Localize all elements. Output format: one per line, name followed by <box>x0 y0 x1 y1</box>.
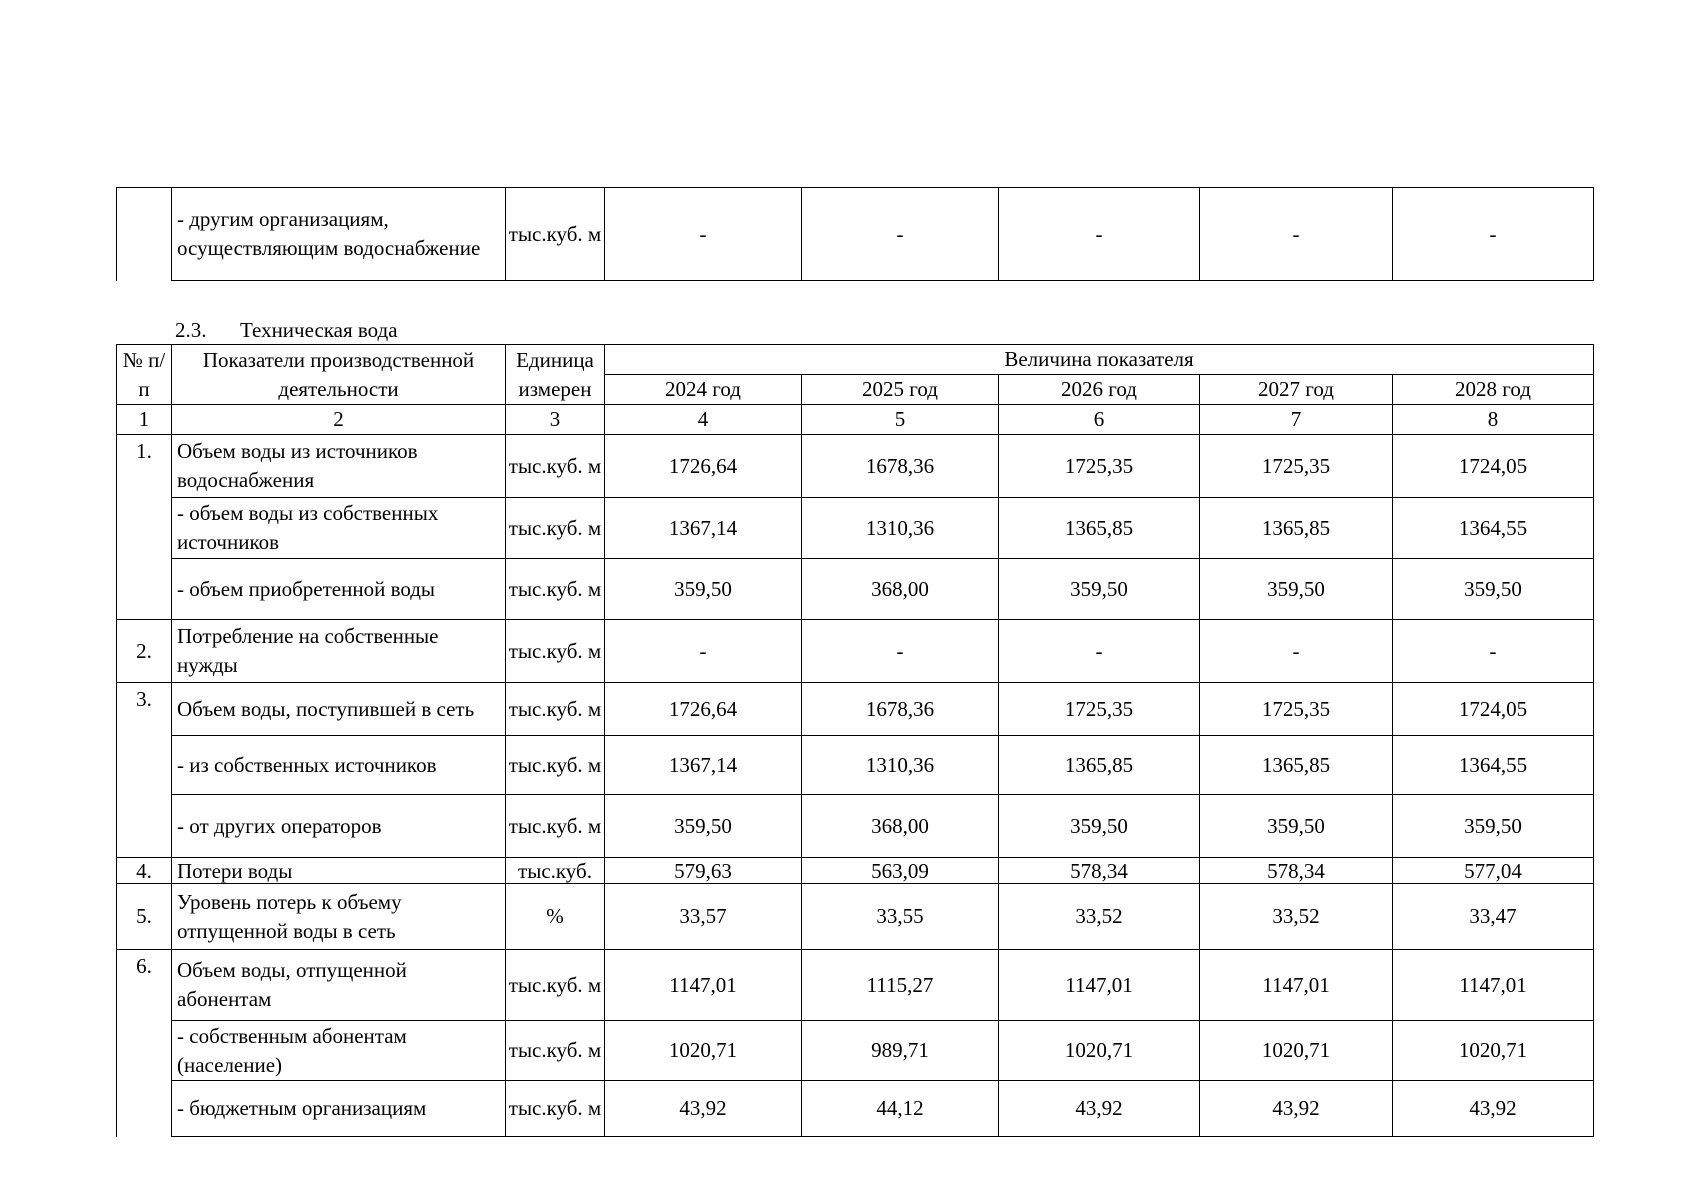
value-cell: 1726,64 <box>605 683 802 736</box>
value-cell: - <box>605 620 802 683</box>
section-title: Техническая вода <box>240 318 398 342</box>
value-cell: 1364,55 <box>1393 498 1594 559</box>
table-row <box>117 1081 1594 1137</box>
value-cell: 1147,01 <box>1393 950 1594 1021</box>
value-cell: 578,34 <box>1200 858 1393 884</box>
row-number: 1. <box>117 435 172 620</box>
value-cell: - <box>605 188 802 281</box>
value-cell: 1147,01 <box>605 950 802 1021</box>
value-cell: 1020,71 <box>605 1021 802 1081</box>
unit-cell: тыс.куб. м <box>506 795 605 858</box>
unit-cell: тыс.куб. м <box>506 736 605 795</box>
table-row <box>117 884 1594 950</box>
value-cell: 359,50 <box>999 795 1200 858</box>
value-cell: - <box>802 188 999 281</box>
value-cell: 44,12 <box>802 1081 999 1137</box>
row-number <box>117 188 172 281</box>
section-number: 2.3. <box>175 318 207 342</box>
row-number: 5. <box>117 884 172 950</box>
value-cell: 359,50 <box>1200 795 1393 858</box>
header-num: № п/п <box>117 345 172 405</box>
table-row <box>117 683 1594 736</box>
continuation-table <box>116 187 1594 281</box>
header-row <box>117 345 1594 375</box>
value-cell: 1115,27 <box>802 950 999 1021</box>
table-row <box>117 736 1594 795</box>
year-header: 2024 год <box>605 375 802 405</box>
value-cell: 1365,85 <box>999 498 1200 559</box>
indicator-name: - другим организациям, осуществляющим водоснабжение <box>172 188 506 281</box>
value-cell: 359,50 <box>1393 559 1594 620</box>
value-cell: 43,92 <box>605 1081 802 1137</box>
value-cell: - <box>802 620 999 683</box>
value-cell: 1678,36 <box>802 683 999 736</box>
indicator-name: - из собственных источников <box>172 736 506 795</box>
section-heading <box>175 316 398 344</box>
value-cell: 1365,85 <box>1200 498 1393 559</box>
value-cell: - <box>1393 620 1594 683</box>
unit-cell: тыс.куб. м <box>506 435 605 498</box>
index-cell: 8 <box>1393 405 1594 435</box>
row-number: 3. <box>117 683 172 858</box>
value-cell: 1020,71 <box>999 1021 1200 1081</box>
indicator-name: Объем воды, поступившей в сеть <box>172 683 506 736</box>
value-cell: 1725,35 <box>1200 435 1393 498</box>
index-cell: 1 <box>117 405 172 435</box>
unit-cell: тыс.куб. м <box>506 683 605 736</box>
value-cell: 33,52 <box>1200 884 1393 950</box>
indicator-name: Уровень потерь к объему отпущенной воды в сеть <box>172 884 506 950</box>
header-value: Величина показателя <box>605 345 1594 375</box>
value-cell: 43,92 <box>999 1081 1200 1137</box>
value-cell: 1365,85 <box>999 736 1200 795</box>
value-cell: 368,00 <box>802 559 999 620</box>
indicator-name: - объем приобретенной воды <box>172 559 506 620</box>
index-cell: 3 <box>506 405 605 435</box>
table-row <box>117 1021 1594 1081</box>
value-cell: 359,50 <box>605 795 802 858</box>
value-cell: 1725,35 <box>999 435 1200 498</box>
value-cell: 359,50 <box>1393 795 1594 858</box>
value-cell: 359,50 <box>1200 559 1393 620</box>
year-header: 2026 год <box>999 375 1200 405</box>
index-cell: 5 <box>802 405 999 435</box>
indicator-name: Объем воды, отпущенной абонентам <box>172 950 506 1021</box>
value-cell: - <box>999 620 1200 683</box>
value-cell: 1364,55 <box>1393 736 1594 795</box>
index-cell: 7 <box>1200 405 1393 435</box>
value-cell: 1367,14 <box>605 736 802 795</box>
value-cell: 33,57 <box>605 884 802 950</box>
value-cell: 43,92 <box>1393 1081 1594 1137</box>
value-cell: 579,63 <box>605 858 802 884</box>
value-cell: 33,47 <box>1393 884 1594 950</box>
value-cell: - <box>1200 620 1393 683</box>
index-row <box>117 405 1594 435</box>
table-row <box>117 620 1594 683</box>
index-cell: 6 <box>999 405 1200 435</box>
value-cell: 1147,01 <box>999 950 1200 1021</box>
indicator-name: - объем воды из собственных источников <box>172 498 506 559</box>
value-cell: 577,04 <box>1393 858 1594 884</box>
value-cell: 1724,05 <box>1393 683 1594 736</box>
row-number: 2. <box>117 620 172 683</box>
table-row <box>117 559 1594 620</box>
value-cell: 989,71 <box>802 1021 999 1081</box>
unit-cell: тыс.куб. <box>506 858 605 884</box>
unit-cell: тыс.куб. м <box>506 188 605 281</box>
value-cell: 1678,36 <box>802 435 999 498</box>
header-name: Показатели производственной деятельности <box>172 345 506 405</box>
value-cell: 359,50 <box>999 559 1200 620</box>
value-cell: - <box>1393 188 1594 281</box>
value-cell: 1725,35 <box>999 683 1200 736</box>
indicator-name: Объем воды из источников водоснабжения <box>172 435 506 498</box>
value-cell: 1726,64 <box>605 435 802 498</box>
unit-cell: тыс.куб. м <box>506 620 605 683</box>
unit-cell: тыс.куб. м <box>506 498 605 559</box>
value-cell: - <box>1200 188 1393 281</box>
indicator-name: - бюджетным организациям <box>172 1081 506 1137</box>
value-cell: 368,00 <box>802 795 999 858</box>
technical-water-table <box>116 344 1594 1137</box>
table-row <box>117 858 1594 884</box>
value-cell: 1020,71 <box>1393 1021 1594 1081</box>
unit-cell: тыс.куб. м <box>506 1021 605 1081</box>
unit-cell: тыс.куб. м <box>506 559 605 620</box>
index-cell: 2 <box>172 405 506 435</box>
table-row <box>117 498 1594 559</box>
indicator-name: - собственным абонентам (население) <box>172 1021 506 1081</box>
row-number: 6. <box>117 950 172 1137</box>
value-cell: 43,92 <box>1200 1081 1393 1137</box>
value-cell: 1020,71 <box>1200 1021 1393 1081</box>
value-cell: 359,50 <box>605 559 802 620</box>
year-header: 2025 год <box>802 375 999 405</box>
year-header: 2027 год <box>1200 375 1393 405</box>
value-cell: 1365,85 <box>1200 736 1393 795</box>
unit-cell: % <box>506 884 605 950</box>
value-cell: 1725,35 <box>1200 683 1393 736</box>
row-number: 4. <box>117 858 172 884</box>
table-row <box>117 950 1594 1021</box>
indicator-name: Потребление на собственные нужды <box>172 620 506 683</box>
header-unit: Единица измерен <box>506 345 605 405</box>
value-cell: 33,52 <box>999 884 1200 950</box>
indicator-name: Потери воды <box>172 858 506 884</box>
table-row <box>117 795 1594 858</box>
value-cell: 33,55 <box>802 884 999 950</box>
value-cell: 1310,36 <box>802 736 999 795</box>
continuation-row <box>117 188 1594 281</box>
year-header: 2028 год <box>1393 375 1594 405</box>
indicator-name: - от других операторов <box>172 795 506 858</box>
value-cell: 578,34 <box>999 858 1200 884</box>
value-cell: 563,09 <box>802 858 999 884</box>
value-cell: 1367,14 <box>605 498 802 559</box>
value-cell: 1310,36 <box>802 498 999 559</box>
index-cell: 4 <box>605 405 802 435</box>
unit-cell: тыс.куб. м <box>506 950 605 1021</box>
unit-cell: тыс.куб. м <box>506 1081 605 1137</box>
value-cell: 1724,05 <box>1393 435 1594 498</box>
table-row <box>117 435 1594 498</box>
value-cell: 1147,01 <box>1200 950 1393 1021</box>
value-cell: - <box>999 188 1200 281</box>
